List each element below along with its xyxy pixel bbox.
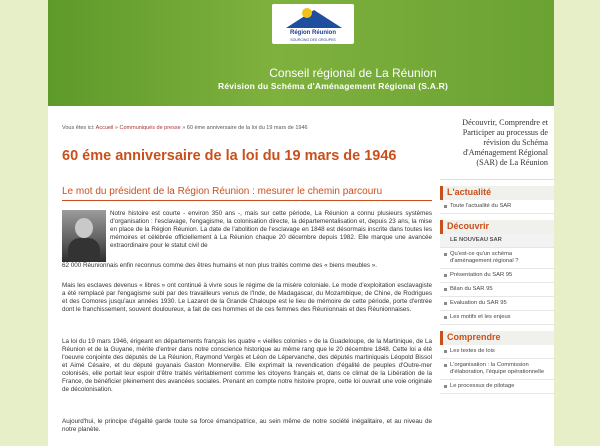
mountain-icon [286, 10, 342, 28]
sidebar-link[interactable]: L'organisation : la Commission d'élaboration, l'équipe opérationnelle [440, 359, 554, 380]
paragraph: Notre histoire est courte - environ 350 ans -, mais sur cette période, La Réunion a connu plusieurs systèmes d'organisation : l'esclavage, l'engagisme, la colonisation directe, la départementalisation et, depuis 23 ans, la mise en place de la Région Réunion. La date de l'abolition de l'esclavage en 1848 est désormais inscrite dans toutes les mémoires et célébrée officiellement à La Réunion chaque 20 décembre depuis 1982. Elle marque une avancée extraordinaire pour le statut civil de [110, 210, 432, 249]
region-logo[interactable] [272, 4, 354, 44]
sidebar-section-title: L'actualité [440, 186, 554, 200]
sidebar-link[interactable]: Les textes de lois [440, 345, 554, 359]
breadcrumb-current: 60 ème anniversaire de la loi du 19 mars de 1946 [186, 125, 308, 131]
article [62, 148, 432, 433]
sidebar-link[interactable]: Le processus de pilotage [440, 380, 554, 394]
site-title: Conseil régional de La Réunion [269, 66, 437, 80]
breadcrumb-section[interactable]: Communiqués de presse [119, 125, 181, 131]
page-title: 60 éme anniversaire de la loi du 19 mars de 1946 [62, 148, 397, 164]
photo-body [68, 238, 100, 262]
paragraph: Aujourd'hui, le principe d'égalité garde toute sa force émancipatrice, au sein même de notre société inégalitaire, et au niveau de notre planète. [62, 418, 432, 433]
sidebar [440, 114, 554, 394]
sidebar-link[interactable]: LE NOUVEAU SAR [440, 234, 554, 248]
sidebar-list [440, 234, 554, 325]
breadcrumb: Vous êtes ici: Accueil » Communiqués de presse » 60 ème anniversaire de la loi du 19 mars de 1946 [62, 125, 308, 131]
sidebar-link[interactable]: Les motifs et les enjeux [440, 311, 554, 325]
paragraph: Mais les esclaves devenus « libres » ont continué à vivre sous le régime de la misère coloniale. Le mode d'exploitation esclavagiste a été remplacé par l'engagisme subi par des travailleurs venus de l'Inde, de Madagascar, du Mozambique, de Chine, de Rodrigues et des Comores jusqu'aux années 1930. Le Lazaret de la Grande Chaloupe est le lieu de mémoire de cette période, porte d'entrée dont le franchissement, souvent douloureux, a fait de ces hommes et de ces femmes des Réunionnais et des Réunionnaises. [62, 282, 432, 313]
sidebar-list [440, 345, 554, 394]
paragraph: La loi du 19 mars 1946, érigeant en départements français les quatre « vieilles colonies » de la Guadeloupe, de la Martinique, de La Réunion et de la Guyane, mérite d'entrer dans notre conscience historique au même rang que le 20 décembre 1848. Cette loi a été l'oeuvre conjointe des députés de La Réunion, Raymond Vergès et Léon de Lépervanche, des députés martiniquais Léopold Bissol et Aimé Césaire, et du député guyanais Gaston Monnerville. Elle exprimait la revendication d'égalité de peuples d'Outre-mer colonisés, elle portait leur espoir d'être traités véritablement comme les citoyens français et, dans ce climat de la Libération de la France, de bénéficier pleinement des avancées sociales. Prenant en compte notre histoire propre, cette loi ouvrait une voie originale de décolonisation. [62, 338, 432, 393]
president-photo [62, 210, 106, 262]
breadcrumb-prefix: Vous êtes ici: [62, 125, 95, 131]
sidebar-list [440, 200, 554, 214]
sidebar-link[interactable]: Bilan du SAR 95 [440, 283, 554, 297]
logo-text: Région Réunion [290, 30, 336, 36]
sidebar-section-title: Découvrir [440, 220, 554, 234]
breadcrumb-home[interactable]: Accueil [95, 125, 114, 131]
site-header [48, 0, 554, 106]
site-subtitle: Révision du Schéma d'Aménagement Régional (S.A.R) [217, 81, 449, 91]
photo-head [75, 218, 93, 238]
sun-icon [302, 8, 312, 18]
sidebar-section-title: Comprendre [440, 331, 554, 345]
logo-tagline: SOURCING DES GROUPES [290, 38, 336, 42]
sidebar-intro: Découvrir, Comprendre et Participer au processus de révision du Schéma d'Aménagement Régional (SAR) de La Réunion [440, 114, 554, 180]
paragraph: 62 000 Réunionnais enfin reconnus comme des êtres humains et non plus traités comme des « biens meubles ». [62, 262, 378, 269]
sidebar-link[interactable]: Qu'est-ce qu'un schéma d'aménagement régional ? [440, 248, 554, 269]
page [48, 0, 554, 446]
article-lead: Le mot du président de la Région Réunion : mesurer le chemin parcouru [62, 186, 383, 197]
divider [62, 200, 432, 201]
sidebar-link[interactable]: Présentation du SAR 95 [440, 269, 554, 283]
sidebar-link[interactable]: Toute l'actualité du SAR [440, 200, 554, 214]
sidebar-link[interactable]: Evaluation du SAR 95 [440, 297, 554, 311]
